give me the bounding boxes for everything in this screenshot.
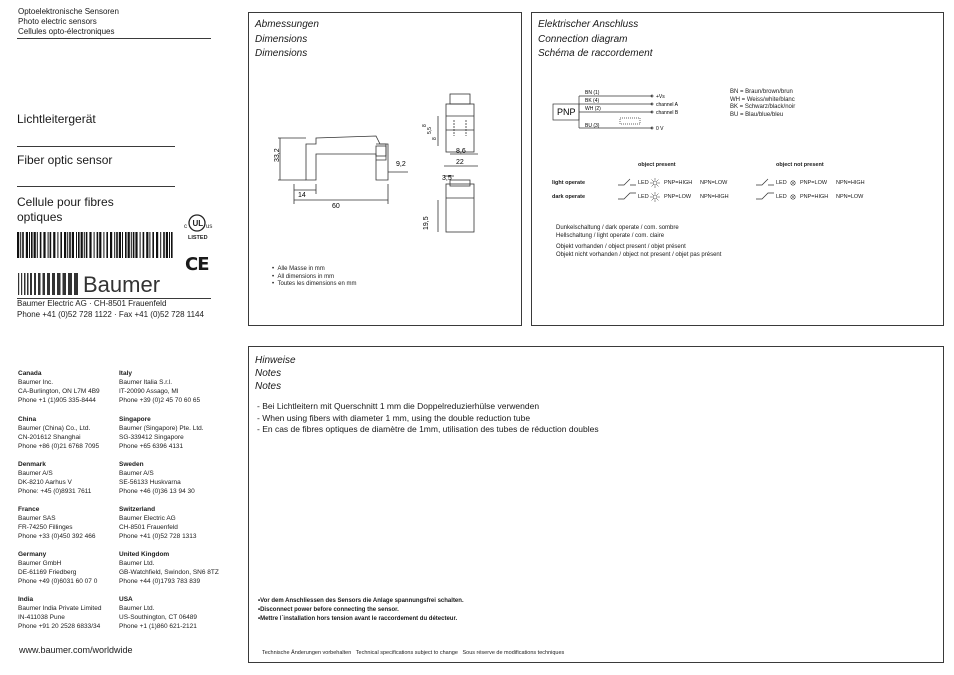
led-label: LED <box>638 180 649 186</box>
office-line: GB-Watchfield, Swindon, SN6 8TZ <box>119 569 219 576</box>
ul-c-mark: c <box>184 224 187 230</box>
warning-item: •Disconnect power before connecting the sensor. <box>258 607 399 613</box>
product-name-de: Lichtleitergerät <box>17 112 96 126</box>
ul-listed-label: LISTED <box>188 235 208 241</box>
product-name-fr: Cellule pour fibres optiques <box>17 195 114 224</box>
signal-label: channel A <box>656 102 678 108</box>
led-off-icon <box>789 193 797 204</box>
mode-label: dark operate <box>552 194 586 200</box>
mode-label: light operate <box>552 180 586 186</box>
office-line: CH-8501 Frauenfeld <box>119 524 178 531</box>
npn-state: NPN=HIGH <box>700 194 729 200</box>
office-entry <box>119 416 219 451</box>
office-line: Phone +39 (0)2 45 70 60 65 <box>119 397 201 404</box>
office-entry <box>119 370 219 405</box>
header-block <box>18 7 119 37</box>
npn-state: NPN=LOW <box>700 180 728 186</box>
office-country: Italy <box>119 370 133 377</box>
column-header: object present <box>638 162 676 168</box>
wire-label: BU (3) <box>585 123 600 129</box>
switch-icon <box>618 190 636 205</box>
website-link[interactable]: www.baumer.com/worldwide <box>19 645 133 655</box>
office-line: CN-201612 Shanghai <box>18 434 81 441</box>
office-line: SG-339412 Singapore <box>119 434 184 441</box>
office-entry <box>119 461 219 496</box>
office-line: Baumer SAS <box>18 515 56 522</box>
dim-pitch: 8 <box>432 137 438 140</box>
office-line: CA-Burlington, ON L7M 4B9 <box>18 388 100 395</box>
office-line: Phone +65 6396 4131 <box>119 443 184 450</box>
switch-icon <box>756 176 774 191</box>
signal-label: channel B <box>656 110 679 116</box>
office-entry <box>18 551 118 586</box>
baumer-logo <box>17 271 217 297</box>
office-line: Baumer A/S <box>119 470 154 477</box>
header-line: Cellules opto-électroniques <box>18 27 115 36</box>
header-line: Photo electric sensors <box>18 17 97 26</box>
barcode-image <box>17 232 175 258</box>
office-country: Switzerland <box>119 506 156 513</box>
office-line: Phone: +45 (0)8931 7611 <box>18 488 92 495</box>
office-line: Phone +41 (0)52 728 1313 <box>119 533 197 540</box>
office-entry <box>119 506 219 541</box>
office-line: Baumer Italia S.r.l. <box>119 379 173 386</box>
note-item: - En cas de fibres optiques de diamètre de 1mm, utilisation des tubes de réduction doubles <box>257 424 599 434</box>
office-country: Sweden <box>119 461 144 468</box>
office-line: Phone +49 (0)6031 60 07 0 <box>18 578 98 585</box>
pnp-state: PNP=LOW <box>664 194 692 200</box>
notes-list <box>257 401 599 436</box>
notes-title: Hinweise Notes Notes <box>255 355 296 392</box>
dim-length: 60 <box>332 203 340 210</box>
connection-title: Elektrischer Anschluss Connection diagram Schéma de raccordement <box>538 19 653 59</box>
divider <box>17 146 175 147</box>
office-line: Baumer India Private Limited <box>18 605 102 612</box>
office-line: IN-411038 Pune <box>18 614 65 621</box>
dim-top: 3,5 <box>442 175 452 182</box>
office-entry <box>18 596 118 631</box>
pnp-state: PNP=HIGH <box>800 194 829 200</box>
office-country: Singapore <box>119 416 151 423</box>
office-country: Germany <box>18 551 47 558</box>
signal-label: 0 V <box>656 126 664 132</box>
office-entry <box>119 551 219 586</box>
office-line: Baumer A/S <box>18 470 53 477</box>
dimensions-title: Abmessungen Dimensions Dimensions <box>255 19 319 59</box>
column-header: object not present <box>776 162 824 168</box>
signal-label: +Vs <box>656 94 665 100</box>
office-line: Phone +1 (1)860 621-2121 <box>119 623 197 630</box>
office-line: Baumer Electric AG <box>119 515 176 522</box>
company-address: Baumer Electric AG · CH-8501 Frauenfeld <box>17 299 167 308</box>
office-line: DE-61169 Friedberg <box>18 569 77 576</box>
office-line: Phone +33 (0)450 392 466 <box>18 533 96 540</box>
output-table <box>552 162 932 210</box>
office-entry <box>18 506 118 541</box>
led-label: LED <box>776 180 787 186</box>
office-line: FR-74250 Fillinges <box>18 524 73 531</box>
office-entry <box>18 461 118 496</box>
office-country: India <box>18 596 34 603</box>
switch-icon <box>618 176 636 191</box>
led-on-icon <box>650 178 660 191</box>
office-line: IT-20090 Assago, MI <box>119 388 179 395</box>
connection-notes: Dunkelschaltung / dark operate / com. sombre Hellschaltung / light operate / com. claire Objekt vorhanden / object present / objet présent Objekt nicht vorhanden / object not present / objet pas présent <box>556 225 722 258</box>
led-label: LED <box>776 194 787 200</box>
svg-text:UL: UL <box>192 219 204 228</box>
dim-height: 33,2 <box>274 148 281 162</box>
led-on-icon <box>650 192 660 205</box>
switch-icon <box>756 190 774 205</box>
dim-offset: 14 <box>298 192 306 199</box>
safety-warnings <box>258 597 464 624</box>
office-line: Baumer Ltd. <box>119 605 155 612</box>
warning-item: •Mettre l´installation hors tension avant le raccordement du détecteur. <box>258 616 458 622</box>
office-line: Phone +44 (0)1793 783 839 <box>119 578 201 585</box>
wire-color-legend: BN = Braun/brown/brun WH = Weiss/white/blanc BK = Schwarz/black/noir BU = Blau/blue/bleu <box>730 89 796 118</box>
office-entry <box>18 370 118 405</box>
note-item: - Bei Lichtleitern mit Querschnitt 1 mm die Doppelreduzierhülse verwenden <box>257 401 540 411</box>
wire-label: WH (2) <box>585 106 601 112</box>
wiring-diagram <box>552 86 712 136</box>
office-country: USA <box>119 596 133 603</box>
office-line: Phone +46 (0)36 13 94 30 <box>119 488 195 495</box>
dim-side: 9,2 <box>396 161 406 168</box>
office-country: Canada <box>18 370 42 377</box>
office-line: Phone +86 (0)21 6768 7095 <box>18 443 100 450</box>
company-contact: Phone +41 (0)52 728 1122 · Fax +41 (0)52 728 1144 <box>17 310 204 319</box>
office-entry <box>18 416 118 451</box>
product-name-en: Fiber optic sensor <box>17 153 113 167</box>
office-country: China <box>18 416 37 423</box>
wire-label: BN (1) <box>585 90 600 96</box>
ul-listed-icon <box>178 212 218 242</box>
warning-item: •Vor dem Anschliessen des Sensors die Anlage spannungsfrei schalten. <box>258 598 464 604</box>
led-label: LED <box>638 194 649 200</box>
ce-mark-icon: CE <box>185 254 209 275</box>
office-line: Phone +91 20 2528 6833/34 <box>18 623 101 630</box>
office-country: France <box>18 506 40 513</box>
office-line: Baumer Inc. <box>18 379 54 386</box>
pnp-label: PNP <box>557 107 576 117</box>
footer-disclaimer: Technische Änderungen vorbehalten Technical specifications subject to change Sous réserve de modifications techniques <box>262 650 565 656</box>
office-line: Phone +1 (1)905 335-8444 <box>18 397 96 404</box>
header-line: Optoelektronische Sensoren <box>18 7 119 16</box>
dim-width: 22 <box>456 159 464 166</box>
logo-wordmark: Baumer <box>83 272 161 297</box>
divider <box>17 186 175 187</box>
office-line: Baumer (China) Co., Ltd. <box>18 425 91 432</box>
office-entry <box>119 596 219 631</box>
pnp-state: PNP=HIGH <box>664 180 693 186</box>
divider <box>17 38 211 39</box>
dim-inner: 8,6 <box>456 148 466 155</box>
pnp-state: PNP=LOW <box>800 180 828 186</box>
npn-state: NPN=LOW <box>836 194 864 200</box>
ul-us-mark: us <box>206 224 213 230</box>
dim-pitch: 5,5 <box>427 127 433 134</box>
wire-label: BK (4) <box>585 98 600 104</box>
office-line: SE-56133 Huskvarna <box>119 479 181 486</box>
dim-bottom: 19,5 <box>423 216 430 230</box>
office-country: Denmark <box>18 461 46 468</box>
office-line: Baumer (Singapore) Pte. Ltd. <box>119 425 204 432</box>
office-line: Baumer GmbH <box>18 560 62 567</box>
npn-state: NPN=HIGH <box>836 180 865 186</box>
office-line: DK-8210 Aarhus V <box>18 479 72 486</box>
dimensions-notes: • Alle Masse in mm • All dimensions in mm • Toutes les dimensions en mm <box>272 266 357 287</box>
office-country: United Kingdom <box>119 551 170 558</box>
note-item: - When using fibers with diameter 1 mm, using the double reduction tube <box>257 412 531 423</box>
dimension-drawing <box>268 80 488 250</box>
office-line: Baumer Ltd. <box>119 560 155 567</box>
dim-pitch: 8 <box>422 124 428 127</box>
office-line: US-Southington, CT 06489 <box>119 614 197 621</box>
led-off-icon <box>789 179 797 190</box>
